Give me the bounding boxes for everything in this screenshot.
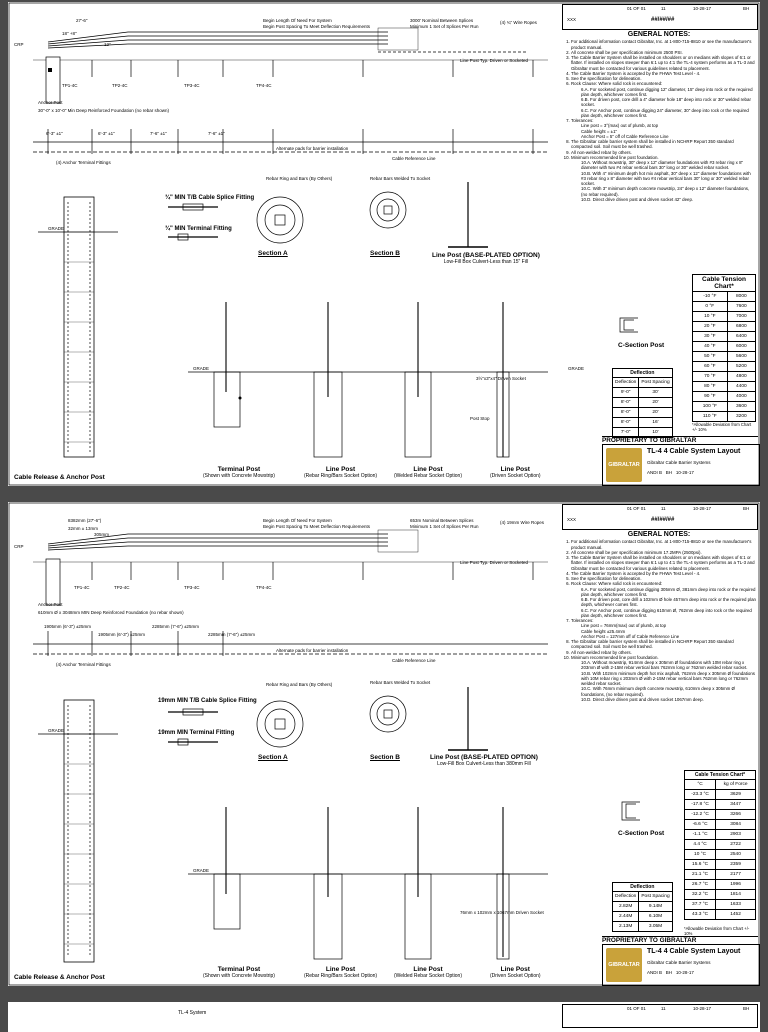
cable-tension-cell: 5600 [727,352,755,362]
note-10c-m: 10.C. With 76mm minimum depth concrete mowstrip, 610mm deep x 305mm Ø foundations, (no rebar required). [581,686,735,697]
deflection-cell: 10' [639,428,672,438]
deflection-m-row [613,922,673,932]
sheet-number: 01 OF 01 [627,6,646,11]
line-post-sub-3-m: (Driven Socket Option) [490,973,541,979]
baseplate-legend [432,252,540,265]
layout-drawn-m: ANDI B BH 10-28-17 [647,970,694,975]
deflection-title-m: Deflection [613,883,673,892]
layout-drawn: ANDI B BH 10-28-17 [647,470,694,475]
cable-tension-row [693,342,756,352]
xxx-field-m: XXX [567,517,577,522]
deflection-m-cell: 6.10M [639,912,672,922]
drawing-sheet-imperial [8,2,760,486]
sheet-number-m: 01 OF 01 [627,506,646,511]
deflection-cell: 7'-0" [613,428,639,438]
note-4: 4. The Cable Barrier System is accepted by the FHWA Test Level - 4. [571,71,756,76]
date-value-m: 10-28-17 [693,506,712,511]
cable-tension-title: Cable Tension Chart* [693,275,756,292]
anchor-post-label: Anchor Post [38,100,63,105]
cable-tension-cell: 6000 [727,342,755,352]
spacing-1: 6'-3" ±1" [46,131,63,136]
cable-tension-m-row [685,850,756,860]
cable-tension-row [693,412,756,422]
wire-ropes-label: (4) ¾" Wire Ropes [500,20,537,25]
deflection-m-cell: 9.14M [639,902,672,912]
note-6-m: 6. Rock Clause: Where solid rock is encountered: 6.A. For socketed post, continue digging 305mm Ø, 381mm deep into rock or the required plan depth, whichever comes first. 6.B. For driven post, core drill a 102mm Ø hole 457mm deep into rock or the required plan depth, whichever comes first. 6.C. For Anchor post, continue digging 610mm Ø, 762mm deep into rock or the required plan depth, whichever comes first. [571,581,756,618]
layout-subtitle: Gibraltar Cable Barrier Systems [647,460,711,465]
deflection-m-row [613,912,673,922]
note-3: 3. The Cable Barrier System shall be installed on shoulders or on medians with slopes of 6:1 or flatter. If installed on slopes steeper than 6:1 up to 4:1 the TL-4 system performs as a TL-3 and Gibraltar must be contacted for various guidelines related to placement. [571,55,756,71]
deflection-cell: 9'-0" [613,388,639,398]
general-notes-m [562,532,756,702]
spacing-3: 7'-6" ±1" [150,131,167,136]
deflection-row [613,418,673,428]
note-6a-m: 6.A. For socketed post, continue digging 305mm Ø, 381mm deep into rock or the required plan depth, whichever comes first. [581,586,756,597]
note-10b-m: 10.B. With 102mm minimum depth hot mix asphalt, 762mm deep x 305mm Ø foundations with 10M rebar ring x 203mm Ø with 2-15M rebar vertical bars 762mm long or 762mm welded rebar socket. [581,670,755,686]
baseplate-title: Line Post (BASE-PLATED OPTION) [432,252,540,259]
note-6: 6. Rock Clause: Where solid rock is encountered: 6.A. For socketed post, continue digging 12" diameter, 15" deep into rock or the required plan depth, whichever comes first. 6.B. For driven post, core drill a 4" diameter hole 18" deep into rock or 30" welded rebar socket. 6.C. For Anchor post, continue digging 24" diameter, 30" deep into rock or the required plan depth, whichever comes first. [571,81,756,118]
cable-tension-m-row [685,790,756,800]
cable-tension-m-cell: 26.7 °C [685,880,716,890]
rev-number-p: 11 [661,1006,666,1011]
cable-tension-m-cell: 3266 [716,810,756,820]
part-number-m: ##/##/## [651,517,675,523]
gibraltar-logo: GIBRALTAR [606,448,642,482]
cable-tension-m-cell: 2722 [716,840,756,850]
cable-tension-m-cell: -1.1 °C [685,830,716,840]
cable-tension-m-cell: 1633 [716,900,756,910]
note-7-m: 7. Tolerances: Line post = 76mm(max) out of plumb, at top Cable height ±25.4mm Anchor Post = 127mm off of Cable Reference Line [571,618,756,639]
cable-tension-m-cell: 2359 [716,860,756,870]
cable-tension-cell: 110 °F [693,412,728,422]
note-6b-m: 6.B. For driven post, core drill a 102mm Ø hole 457mm deep into rock or the required plan depth, whichever comes first. [581,597,756,608]
sheet-number-p: 01 OF 01 [627,1006,646,1011]
layout-title: TL-4 4 Cable System Layout [647,448,741,455]
cable-tension-m-row [685,830,756,840]
cable-tension-row [693,352,756,362]
cable-tension-m-cell: -23.3 °C [685,790,716,800]
deflection-title: Deflection [613,369,673,378]
cable-tension-m-row [685,800,756,810]
layout-title-box [602,444,760,486]
tp4-label: TP4-4C [256,83,272,88]
note-7: 7. Tolerances: Line post = 3°(max) out of plumb, at top Cable height = ±1" Anchor Post = 5" off of Cable Reference Line [571,118,756,139]
dim-12: 12" [104,42,111,47]
spacing-head: Post Spacing [639,378,672,388]
cable-tension-m-row [685,900,756,910]
cable-tension-m-cell: 43.3 °C [685,910,716,920]
cable-tension-m-cell: 21.1 °C [685,870,716,880]
cable-ref-label: Cable Reference Line [392,156,436,161]
legend-c-section: C-Section Post [618,342,665,349]
note-7c: Anchor Post = 5" off of Cable Reference Line [581,133,669,139]
spacing-3-m: 2285mm (7'-6") ±25mm [152,624,199,629]
spacing-2-m: 1905mm (6'-3") ±25mm [98,632,145,637]
spacing-head-m: Post Spacing [639,892,672,902]
cable-tension-cell: 0 °F [693,302,728,312]
cable-tension-m-cell: 1452 [716,910,756,920]
baseplate-legend-m [430,754,538,767]
legend-section-a: Section A [258,250,288,257]
deflection-cell: 20' [639,408,672,418]
xxx-field: XXX [567,17,577,22]
rebar-ring-label-m: Rebar Ring and Bars (By Others) [266,682,333,687]
cable-tension-m-cell: 2540 [716,850,756,860]
deflection-cell: 8'-0" [613,398,639,408]
cable-tension-row [693,362,756,372]
driven-socket-label-m: 76mm x 102mm x 1067mm Driven Socket [460,910,544,915]
begin-post-label: Begin Post Spacing To Meet Deflection Requirements [263,24,370,29]
splices-min: Minimum 1 Set of Splices Per Run [410,24,479,29]
tp2-label: TP2-4C [112,83,128,88]
terminal-post-legend [203,466,275,479]
cable-tension-m-row [685,870,756,880]
cable-tension-cell: 5200 [727,362,755,372]
foundation-note-m: 610mm Ø x 3048mm MIN Deep Reinforced Foundation (no rebar shown) [38,610,184,615]
line-post-legend-1 [304,466,377,479]
line-post-title-3: Line Post [500,466,530,473]
terminal-post-legend-m [203,966,275,979]
note-10-m: 10. Minimum recommended line post foundation. 10.A. Without mowstrip, 914mm deep x 305mm Ø foundations with 10M rebar ring x 203mm Ø with 2-15M rebar vertical bars 762mm long or 762mm welded rebar socket. 10.B. With 102mm minimum depth hot mix asphalt, 762mm deep x 305mm Ø foundations with 10M rebar ring x 203mm Ø with 2-15M rebar vertical bars 762mm long or 762mm welded rebar socket. 10.C. With 76mm minimum depth concrete mowstrip, 610mm deep x 305mm Ø foundations, (no rebar required). 10.D. Direct drive driven post and driven socket 1067mm deep. [571,655,756,702]
tp3-label-m: TP3-4C [184,585,200,590]
driven-socket-label: 3½"x3"x4" Driven Socket [476,376,526,381]
cable-tension-cell: 50 °F [693,352,728,362]
ct-head-c: °C [685,780,716,790]
drawing-sheet-metric [8,502,760,986]
drawn-by: BH [743,6,750,11]
cable-tension-m-cell: 1996 [716,880,756,890]
anchor-fittings-label: (4) Anchor Terminal Fittings [56,160,111,165]
terminal-post-title-m: Terminal Post [217,966,261,973]
note-1: 1. For additional information contact Gibraltar, Inc. at 1-800-715-8810 or see the manufacturer's product manual. [571,39,756,50]
spacing-4-m: 2285mm (7'-6") ±25mm [208,632,255,637]
cable-tension-cell: 4000 [727,392,755,402]
baseplate-title-m: Line Post (BASE-PLATED OPTION) [430,754,538,761]
terminal-post-title: Terminal Post [217,466,261,473]
line-post-legend-2-m [394,966,462,979]
tp3-label: TP3-4C [184,83,200,88]
ct-head-kg: kg of Force [716,780,756,790]
line-post-title-2-m: Line Post [413,966,443,973]
line-post-sub-3: (Driven Socket Option) [490,473,541,479]
cable-tension-table-m [684,770,756,920]
rev-number: 11 [661,6,666,11]
partial-label: TL-4 System [178,1010,207,1016]
cable-tension-cell: 20 °F [693,322,728,332]
drawing-sheet-partial [8,1002,760,1032]
deflection-m-cell: 2.82M [613,902,639,912]
note-10d: 10.D. Direct drive driven post and driven socket 42" deep. [581,196,694,202]
cable-tension-m-row [685,880,756,890]
note-4-m: 4. The Cable Barrier System is accepted by the FHWA Test Level - 4. [571,571,756,576]
line-post-sub-1: (Rebar Ring/Bars Socket Option) [304,473,378,479]
deflection-cell: 16' [639,418,672,428]
line-post-title-3-m: Line Post [500,966,530,973]
splices-note-m: 653m Nominal Between Splices [410,518,474,523]
cable-tension-cell: 3200 [727,412,755,422]
notes-title-m: GENERAL NOTES: [627,531,691,538]
line-post-typ-label: Line Post Typ. Driven or Socketed [460,58,528,63]
note-7c-m: Anchor Post = 127mm off of Cable Reference Line [581,633,680,639]
deflection-head: Deflection [613,378,639,388]
low-fill-note: Low-Fill Box Culvert-Less than 15" Fill [443,259,529,265]
spacing-4: 7'-6" ±1" [208,131,225,136]
alternate-pads-label: Alternate pads for barrier installation [276,146,349,151]
rebar-bars-label: Rebar Bars Welded To Socket [370,176,431,181]
dim-b-m: 305mm [94,532,110,537]
dim-total: 27'-6" [76,18,88,23]
cable-tension-cell: 90 °F [693,392,728,402]
cable-tension-m-cell: 3084 [716,820,756,830]
line-post-title-2: Line Post [413,466,443,473]
note-5: 5. See the specification for delineation. [571,76,756,81]
cable-tension-m-cell: 3629 [716,790,756,800]
proprietary-label: PROPRIETARY TO GIBRALTAR [602,436,758,444]
note-7a: Line post = 3°(max) out of plumb, at top [581,123,659,129]
note-10a: 10.A. Without mowstrip, 30" deep x 12" diameter foundations with #3 rebar ring x 8" diameter with two #4 rebar vertical bars 30" long or 30" welded rebar socket. [581,160,744,171]
title-block-partial [562,1004,758,1028]
deflection-table-m [612,882,673,932]
line-post-title-1-m: Line Post [325,966,356,973]
begin-length-label-m: Begin Length Of Need For System [263,518,332,523]
cable-tension-m-cell: 3447 [716,800,756,810]
legend-section-a-m: Section A [258,754,288,761]
cable-tension-cell: 7000 [727,312,755,322]
drawn-by-p: BH [743,1006,750,1011]
dim-total-m: 8382mm (27'-6") [68,518,102,523]
deflection-cell: 20' [639,398,672,408]
note-2-m: 2. All concrete shall be per specification minimum 17.2MPA (2500psi). [571,550,756,555]
terminal-fitting-label: ¾" MIN Terminal Fitting [165,226,232,232]
layout-title-box-m [602,944,760,986]
cable-tension-cell: 7600 [727,302,755,312]
cable-tension-m-cell: 32.2 °C [685,890,716,900]
low-fill-note-m: Low-Fill Box Culvert-Less than 380mm Fill [437,761,531,767]
cable-tension-m-cell: -12.2 °C [685,810,716,820]
cable-tension-cell: 100 °F [693,402,728,412]
tp1-label-m: TP1-4C [74,585,90,590]
date-value-p: 10-28-17 [693,1006,712,1011]
note-8: 8. The Gibraltar cable barrier system shall be installed in NCHRP Report 350 standard compacted soil. Soil must be well trashed. [571,139,756,150]
cable-tension-m-cell: 2903 [716,830,756,840]
cable-tension-cell: 70 °F [693,372,728,382]
deflection-m-cell: 2.44M [613,912,639,922]
tp4-label-m: TP4-4C [256,585,272,590]
splice-fitting-label: ¾" MIN T/B Cable Splice Fitting [165,195,255,201]
cable-tension-title-m: Cable Tension Chart* [685,771,756,780]
alternate-pads-label-m: Alternate pads for barrier installation [276,648,349,653]
deflection-row [613,398,673,408]
note-10: 10. Minimum recommended line post foundation. 10.A. Without mowstrip, 30" deep x 12" diameter foundations with #3 rebar ring x 8" diameter with two #4 rebar vertical bars 30" long or 30" welded rebar socket. 10.B. With 4" minimum depth hot mix asphalt, 30" deep x 12" diameter foundations with #3 rebar ring x 8" diameter with two #4 rebar vertical bars 30" long or 30" welded rebar socket. 10.C. With 3" minimum depth concrete mowstrip, 24" deep x 12" diameter foundations, (no rebar required). 10.D. Direct drive driven post and driven socket 42" deep. [571,155,756,202]
cable-tension-cell: 6400 [727,332,755,342]
cable-tension-row [693,372,756,382]
deflection-row [613,408,673,418]
wire-ropes-label-m: (4) 19mm Wire Ropes [500,520,545,525]
dim-a: 18" +8" [62,31,77,36]
anchor-post-label-m: Anchor Post [38,602,63,607]
general-notes [562,32,756,202]
cable-tension-cell: 8000 [727,292,755,302]
cable-tension-table [692,274,756,422]
note-1-m: 1. For additional information contact Gibraltar, Inc. at 1-800-715-8810 or see the manufacturer's product manual. [571,539,756,550]
note-6a: 6.A. For socketed post, continue digging 12" diameter, 15" deep into rock or the required plan depth, whichever comes first. [581,86,753,97]
dim-a-m: 32mm ± 13mm [68,526,98,531]
deflection-m-row [613,902,673,912]
cable-tension-row [693,302,756,312]
crp-label-m: CRP [14,544,24,549]
cable-tension-row [693,292,756,302]
cable-tension-m-cell: 1814 [716,890,756,900]
title-block-m [562,504,758,530]
note-10d-m: 10.D. Direct drive driven post and driven socket 1067mm deep. [581,696,704,702]
grade-label-3: GRADE [568,366,585,371]
foundation-note: 30"-0" x 10'-0" Min Deep Reinforced Foundation (no rebar shown) [38,108,169,113]
cable-tension-row [693,402,756,412]
cable-tension-row [693,322,756,332]
rev-number-m: 11 [661,506,666,511]
deflection-table [612,368,673,438]
cable-tension-cell: 80 °F [693,382,728,392]
note-10b: 10.B. With 4" minimum depth hot mix asphalt, 30" deep x 12" diameter foundations with #3 rebar ring x 8" diameter with two #4 rebar vertical bars 30" long or 30" welded rebar socket. [581,170,751,186]
note-8-m: 8. The Gibraltar cable barrier system shall be installed in NCHRP Report 350 standard compacted soil. Soil must be well trashed. [571,639,756,650]
cable-tension-m-cell: 37.7 °C [685,900,716,910]
tension-note-m: *Allowable Deviation from Chart +/- 10% [684,926,750,936]
line-post-legend-3 [490,466,541,479]
cable-tension-cell: 40 °F [693,342,728,352]
line-post-sub-1-m: (Rebar Ring/Bars Socket Option) [304,973,378,979]
note-5-m: 5. See the specification for delineation. [571,576,756,581]
cable-ref-label-m: Cable Reference Line [392,658,436,663]
note-2: 2. All concrete shall be per specification minimum 2500 PSI. [571,50,756,55]
cable-tension-m-row [685,860,756,870]
cable-tension-m-cell: -6.6 °C [685,820,716,830]
cable-tension-cell: 60 °F [693,362,728,372]
line-post-title-1: Line Post [325,466,356,473]
grade-label-m2: GRADE [193,868,210,873]
title-block [562,4,758,30]
deflection-head-m: Deflection [613,892,639,902]
notes-title: GENERAL NOTES: [627,31,691,38]
cable-tension-row [693,332,756,342]
layout-subtitle-m: Gibraltar Cable Barrier Systems [647,960,711,965]
cable-tension-cell: 3600 [727,402,755,412]
anchor-fittings-label-m: (4) Anchor Terminal Fittings [56,662,111,667]
grade-label-m: GRADE [48,728,65,733]
terminal-post-sub: (Shown with Concrete Mowstrip) [203,473,275,479]
layout-title-m: TL-4 4 Cable System Layout [647,948,741,955]
terminal-post-sub-m: (Shown with Concrete Mowstrip) [203,973,275,979]
tension-note: *Allowable Deviation from Chart +/- 10% [692,422,752,432]
cable-tension-m-cell: 10 °C [685,850,716,860]
cable-tension-cell: 6800 [727,322,755,332]
cable-tension-m-row [685,910,756,920]
deflection-cell: 30' [639,388,672,398]
note-7b-m: Cable height ±25.4mm [581,628,626,634]
cable-tension-m-cell: 15.6 °C [685,860,716,870]
splice-fitting-label-m: 19mm MIN T/B Cable Splice Fitting [158,698,257,704]
cable-tension-cell: 4400 [727,382,755,392]
deflection-cell: 8'-0" [613,408,639,418]
line-post-legend-3-m [490,966,541,979]
grade-label: GRADE [48,226,65,231]
splices-min-m: Minimum 1 Set of Splices Per Run [410,524,479,529]
line-post-typ-label-m: Line Post Typ. Driven or Socketed [460,560,528,565]
note-6c-m: 6.C. For Anchor post, continue digging 610mm Ø, 762mm deep into rock or the required plan depth, whichever comes first. [581,607,752,618]
proprietary-label-m: PROPRIETARY TO GIBRALTAR [602,936,758,944]
cable-tension-cell: 10 °F [693,312,728,322]
grade-label-2: GRADE [193,366,210,371]
cable-tension-cell: 30 °F [693,332,728,342]
cable-tension-row [693,392,756,402]
begin-length-label: Begin Length Of Need For System [263,18,332,23]
cable-tension-m-row [685,840,756,850]
line-post-legend-1-m [304,966,377,979]
cable-tension-cell: -10 °F [693,292,728,302]
deflection-m-cell: 2.13M [613,922,639,932]
cable-tension-row [693,312,756,322]
note-7b: Cable height = ±1" [581,128,618,134]
line-post-sub-2-m: (Welded Rebar Socket Option) [394,973,462,979]
begin-post-label-m: Begin Post Spacing To Meet Deflection Requirements [263,524,370,529]
legend-section-b: Section B [370,250,400,257]
splices-note: 3000' Nominal Between Splices [410,18,474,23]
note-9: 9. All non-welded rebar by others. [571,150,756,155]
rebar-bars-label-m: Rebar Bars Welded To Socket [370,680,431,685]
note-10a-m: 10.A. Without mowstrip, 914mm deep x 305mm Ø foundations with 10M rebar ring x 203mm Ø with 2-15M rebar vertical bars 762mm long or 762mm welded rebar socket. [581,660,748,671]
cable-tension-m-cell: 2177 [716,870,756,880]
note-3-m: 3. The Cable Barrier System shall be installed on shoulders or on medians with slopes of 6:1 or flatter. If installed on slopes steeper than 6:1 up to 4:1 the TL-4 system performs as a TL-3 and Gibraltar must be contacted for various guidelines related to placement. [571,555,756,571]
legend-cable-release: Cable Release & Anchor Post [14,474,105,481]
cable-tension-m-cell: -17.8 °C [685,800,716,810]
note-6b: 6.B. For driven post, core drill a 4" diameter hole 18" deep into rock or 30" welded rebar socket. [581,97,751,108]
note-7a-m: Line post = 76mm(max) out of plumb, at top [581,623,667,629]
post-stop-label: Post Stop [470,416,490,421]
drawn-by-m: BH [743,506,750,511]
deflection-row [613,388,673,398]
tp1-label: TP1-4C [62,83,78,88]
tp2-label-m: TP2-4C [114,585,130,590]
legend-c-section-m: C-Section Post [618,830,665,837]
date-value: 10-28-17 [693,6,712,11]
crp-label: CRP [14,42,24,47]
legend-cable-release-m: Cable Release & Anchor Post [14,974,105,981]
deflection-m-cell: 3.05M [639,922,672,932]
terminal-fitting-label-m: 19mm MIN Terminal Fitting [158,730,235,736]
cable-tension-m-cell: 4.4 °C [685,840,716,850]
spacing-2: 6'-3" ±1" [98,131,115,136]
cable-tension-m-row [685,890,756,900]
deflection-cell: 8'-0" [613,418,639,428]
spacing-1-m: 1905mm (6'-3") ±25mm [44,624,91,629]
line-post-legend-2 [394,466,462,479]
cable-tension-m-row [685,820,756,830]
rebar-ring-label: Rebar Ring and Bars (By Others) [266,176,333,181]
gibraltar-logo-m: GIBRALTAR [606,948,642,982]
cable-tension-row [693,382,756,392]
cable-tension-m-row [685,810,756,820]
legend-section-b-m: Section B [370,754,400,761]
note-6c: 6.C. For Anchor post, continue digging 24" diameter, 30" deep into rock or the required plan depth, whichever comes first. [581,107,749,118]
note-10c: 10.C. With 3" minimum depth concrete mowstrip, 24" deep x 12" diameter foundations, (no rebar required). [581,186,750,197]
cable-tension-cell: 4800 [727,372,755,382]
note-9-m: 9. All non-welded rebar by others. [571,650,756,655]
part-number: ##/##/## [651,17,675,23]
line-post-sub-2: (Welded Rebar Socket Option) [394,473,462,479]
